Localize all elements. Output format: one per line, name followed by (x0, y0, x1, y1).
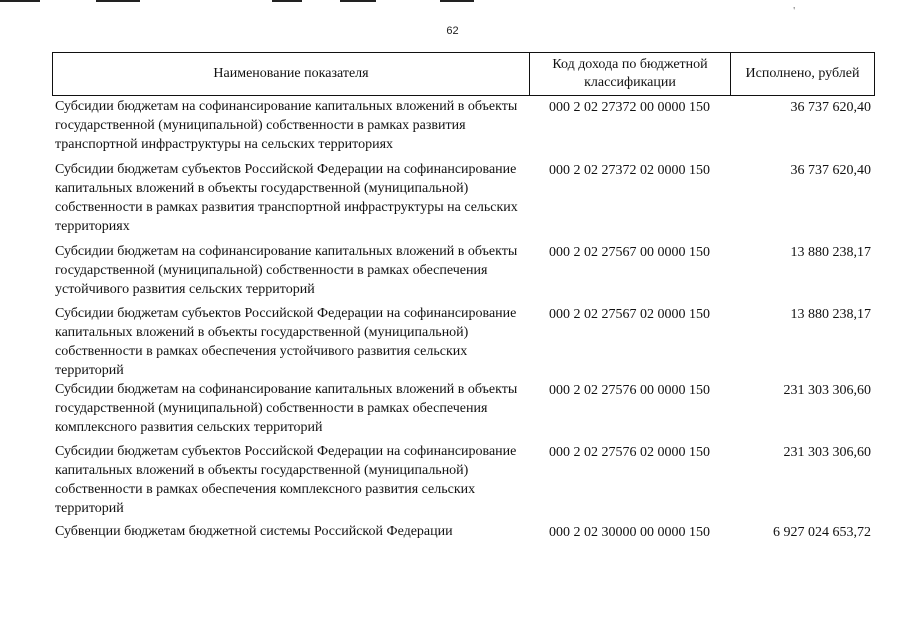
executed-amount: 13 880 238,17 (790, 307, 871, 322)
income-code: 000 2 02 27576 00 0000 150 (549, 383, 710, 398)
table-header (52, 52, 875, 96)
executed-amount: 231 303 306,60 (783, 445, 871, 460)
income-code: 000 2 02 27576 02 0000 150 (549, 445, 710, 460)
income-code: 000 2 02 27372 00 0000 150 (549, 100, 710, 115)
header-indicator-name: Наименование показателя (53, 53, 530, 95)
indicator-name: Субсидии бюджетам субъектов Российской Федерации на софинансирование капитальных вложений в объекты государственной (муниципальной) собственности в рамках развития транспортной инфраструктуры на сельских территориях (55, 162, 518, 234)
table-row (52, 242, 875, 299)
income-code: 000 2 02 27567 02 0000 150 (549, 307, 710, 322)
indicator-name: Субсидии бюджетам на софинансирование капитальных вложений в объекты государственной (муниципальной) собственности в рамках обеспечения комплексного развития сельских территорий (55, 382, 518, 435)
executed-amount: 36 737 620,40 (790, 100, 871, 115)
header-executed-amount: Исполнено, рублей (745, 66, 860, 81)
scan-edge-marks (0, 0, 905, 6)
header-income-code: Код дохода по бюджетной классификации (530, 53, 731, 95)
indicator-name: Субсидии бюджетам на софинансирование капитальных вложений в объекты государственной (муниципальной) собственности в рамках обеспечения устойчивого развития сельских территорий (55, 244, 518, 297)
table-row (52, 380, 875, 437)
corner-mark: ' (793, 6, 795, 17)
table-body (52, 97, 875, 542)
income-code: 000 2 02 30000 00 0000 150 (549, 525, 710, 540)
indicator-name: Субсидии бюджетам на софинансирование капитальных вложений в объекты государственной (муниципальной) собственности в рамках развития транспортной инфраструктуры на сельских территориях (55, 99, 518, 152)
executed-amount: 36 737 620,40 (790, 163, 871, 178)
indicator-name: Субсидии бюджетам субъектов Российской Федерации на софинансирование капитальных вложений в объекты государственной (муниципальной) собственности в рамках обеспечения комплексного развития сельских территорий (55, 444, 517, 516)
income-code: 000 2 02 27372 02 0000 150 (549, 163, 710, 178)
table-row (52, 304, 875, 380)
executed-amount: 6 927 024 653,72 (773, 525, 871, 540)
indicator-name: Субсидии бюджетам субъектов Российской Федерации на софинансирование капитальных вложений в объекты государственной (муниципальной) собственности в рамках обеспечения устойчивого развития сельских территорий (55, 306, 517, 378)
table-row (52, 160, 875, 236)
table-row (52, 97, 875, 154)
executed-amount: 13 880 238,17 (790, 245, 871, 260)
table-row (52, 522, 875, 542)
executed-amount: 231 303 306,60 (783, 383, 871, 398)
income-code: 000 2 02 27567 00 0000 150 (549, 245, 710, 260)
table-row (52, 442, 875, 518)
indicator-name: Субвенции бюджетам бюджетной системы Российской Федерации (55, 524, 453, 539)
page-number: 62 (446, 25, 459, 37)
